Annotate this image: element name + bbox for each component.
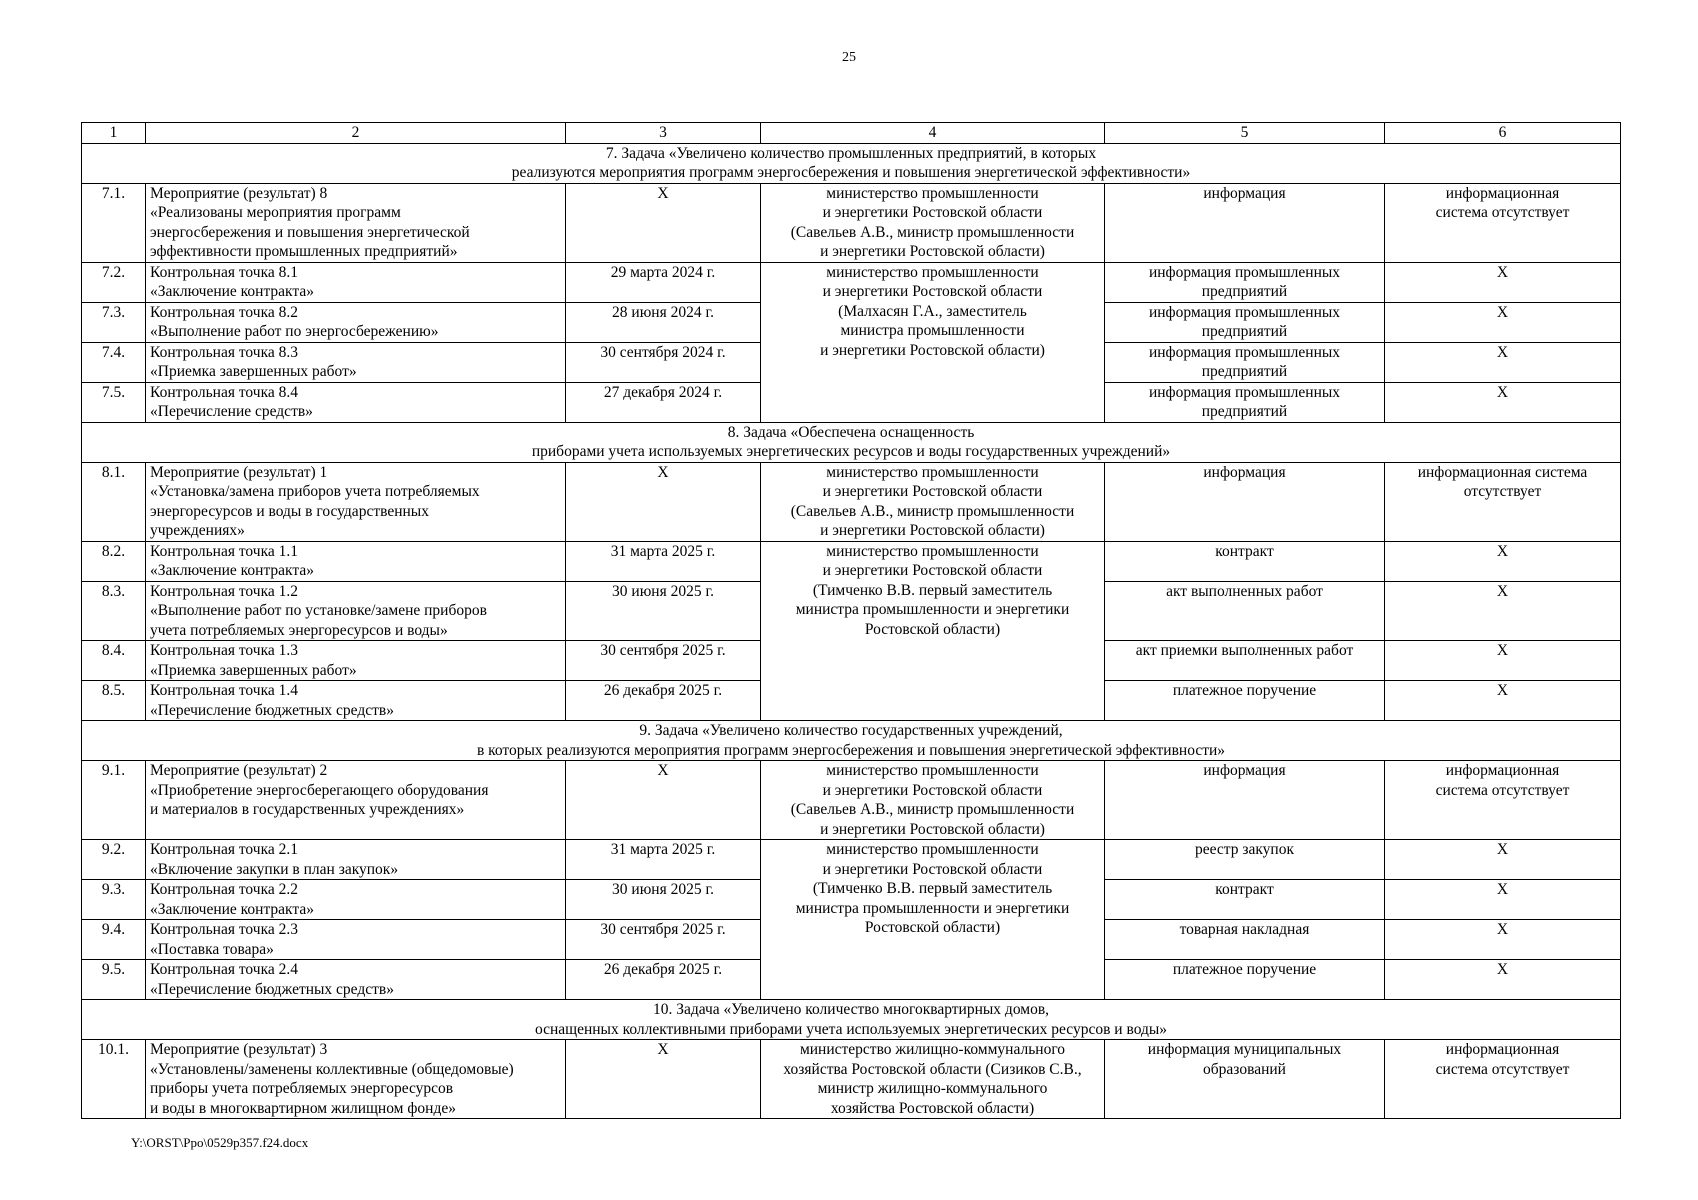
task-row [82, 721, 1621, 761]
row-name-line: «Установлены/заменены коллективные (общедомовые) [150, 1060, 514, 1078]
row-document [1105, 262, 1385, 302]
row-responsible-line: и энергетики Ростовской области [822, 860, 1043, 878]
task-row [82, 422, 1621, 462]
row-info-system-line: система отсутствует [1435, 781, 1570, 799]
row-document-line: контракт [1215, 881, 1274, 898]
row-responsible-line: и энергетики Ростовской области [822, 204, 1043, 221]
row-responsible-line: хозяйства Ростовской области) [830, 1099, 1035, 1117]
row-info-system: X [1385, 880, 1621, 920]
row-date: X [566, 462, 761, 541]
row-info-system-line: информационная [1445, 762, 1560, 779]
row-info-system: X [1385, 840, 1621, 880]
row-name-line: «Установка/замена приборов учета потребляемых [150, 483, 480, 500]
row-name-line: «Перечисление бюджетных средств» [150, 980, 394, 998]
row-name-line: приборы учета потребляемых энергоресурсов [150, 1080, 454, 1097]
row-info-system [1385, 183, 1621, 262]
row-name-line: Контрольная точка 2.3 [150, 921, 298, 938]
row-document-line: информация промышленных [1148, 383, 1341, 401]
row-responsible-line: министерство промышленности [826, 542, 1039, 560]
row-responsible-line: министерство промышленности [826, 463, 1039, 481]
row-name [146, 462, 566, 541]
row-name-line: «Поставка товара» [150, 940, 274, 958]
task-title-line: 9. Задача «Увеличено количество государственных учреждений, [639, 722, 1063, 739]
row-info-system-line: информационная [1445, 1041, 1560, 1058]
row-info-system: X [1385, 960, 1621, 1000]
row-name-line: Контрольная точка 8.3 [150, 343, 298, 361]
plan-table [81, 122, 1621, 1119]
task-title [82, 721, 1621, 761]
row-date: 30 июня 2025 г. [566, 581, 761, 641]
row-document [1105, 641, 1385, 681]
row-responsible [761, 462, 1105, 541]
row-info-system: X [1385, 681, 1621, 721]
row-responsible-line: министра промышленности и энергетики [795, 899, 1070, 917]
row-info-system [1385, 1040, 1621, 1119]
row-document-line: контракт [1215, 542, 1274, 560]
task-title-line: оснащенных коллективными приборами учета используемых энергетических ресурсов и воды» [534, 1020, 1168, 1038]
row-responsible-line: министерство промышленности [826, 762, 1039, 779]
task-title-line: приборами учета используемых энергетических ресурсов и воды государственных учреждений» [531, 443, 1171, 460]
table-row [82, 541, 1621, 581]
row-name [146, 880, 566, 920]
row-name [146, 840, 566, 880]
row-name-line: и материалов в государственных учреждениях» [150, 801, 465, 818]
row-name-line: Контрольная точка 1.1 [150, 542, 298, 560]
row-name-line: Мероприятие (результат) 3 [150, 1041, 328, 1058]
row-name [146, 183, 566, 262]
row-number: 9.3. [82, 880, 146, 920]
row-date: 30 сентября 2025 г. [566, 641, 761, 681]
row-name-line: «Заключение контракта» [150, 900, 314, 918]
row-name-line: Контрольная точка 8.4 [150, 383, 298, 401]
row-name-line: «Заключение контракта» [150, 562, 314, 579]
task-title [82, 143, 1621, 183]
row-document [1105, 920, 1385, 960]
row-document-line: информация [1203, 762, 1286, 779]
column-number: 6 [1385, 123, 1621, 144]
row-date: X [566, 761, 761, 840]
row-name-line: «Выполнение работ по энергосбережению» [150, 323, 439, 340]
row-date: 27 декабря 2024 г. [566, 382, 761, 422]
task-row [82, 1000, 1621, 1040]
row-name-line: Мероприятие (результат) 8 [150, 184, 328, 202]
row-info-system: X [1385, 342, 1621, 382]
row-name-line: «Приобретение энергосберегающего оборудования [150, 781, 489, 799]
row-document-line: реестр закупок [1194, 841, 1294, 858]
row-responsible-line: министерство промышленности [826, 263, 1039, 281]
row-info-system [1385, 462, 1621, 541]
row-responsible-line: и энергетики Ростовской области [822, 562, 1043, 579]
row-name-line: «Выполнение работ по установке/замене приборов [150, 602, 487, 619]
row-name-line: Контрольная точка 2.1 [150, 841, 298, 858]
row-date: 30 июня 2025 г. [566, 880, 761, 920]
row-document-line: товарная накладная [1179, 921, 1310, 938]
row-number: 8.1. [82, 462, 146, 541]
table-row [82, 262, 1621, 302]
row-number: 9.5. [82, 960, 146, 1000]
row-document [1105, 382, 1385, 422]
row-name [146, 382, 566, 422]
table-row [82, 840, 1621, 880]
row-responsible-line: министерство промышленности [826, 184, 1039, 202]
row-responsible [761, 840, 1105, 1000]
row-number: 8.3. [82, 581, 146, 641]
row-info-system: X [1385, 641, 1621, 681]
row-responsible-line: и энергетики Ростовской области [822, 483, 1043, 500]
row-name-line: «Реализованы мероприятия программ [150, 204, 401, 221]
row-name-line: Контрольная точка 1.2 [150, 582, 298, 600]
row-responsible [761, 183, 1105, 262]
row-responsible-line: и энергетики Ростовской области) [820, 820, 1045, 838]
row-responsible-line: (Савельев А.В., министр промышленности [790, 223, 1075, 241]
row-number: 8.4. [82, 641, 146, 681]
row-date: 26 декабря 2025 г. [566, 681, 761, 721]
row-name-line: Мероприятие (результат) 2 [150, 762, 328, 779]
row-name-line: Контрольная точка 2.2 [150, 881, 298, 898]
row-document-line: акт выполненных работ [1166, 582, 1323, 600]
row-name [146, 681, 566, 721]
row-document [1105, 302, 1385, 342]
row-number: 7.1. [82, 183, 146, 262]
row-document [1105, 681, 1385, 721]
row-info-system-line: информационная система [1417, 463, 1588, 481]
row-document-line: предприятий [1201, 363, 1288, 380]
row-responsible-line: министра промышленности [840, 322, 1025, 339]
column-number: 3 [566, 123, 761, 144]
row-name-line: «Приемка завершенных работ» [150, 661, 357, 679]
row-date: 31 марта 2025 г. [566, 840, 761, 880]
file-path-footer: Y:\ORST\Ppo\0529p357.f24.docx [131, 1135, 309, 1150]
row-name [146, 641, 566, 681]
row-document [1105, 880, 1385, 920]
table-row [82, 1040, 1621, 1119]
row-document [1105, 541, 1385, 581]
row-document [1105, 761, 1385, 840]
row-name-line: Контрольная точка 1.4 [150, 682, 298, 699]
row-name [146, 342, 566, 382]
row-responsible-line: и энергетики Ростовской области) [820, 341, 1045, 359]
row-date: 30 сентября 2024 г. [566, 342, 761, 382]
row-name [146, 960, 566, 1000]
task-title-line: реализуются мероприятия программ энергосбережения и повышения энергетической эффективности» [511, 164, 1191, 181]
row-number: 7.2. [82, 262, 146, 302]
row-name-line: эффективности промышленных предприятий» [150, 243, 458, 260]
row-name-line: учета потребляемых энергоресурсов и воды» [150, 621, 448, 639]
row-info-system [1385, 761, 1621, 840]
row-info-system-line: информационная [1445, 184, 1560, 202]
row-responsible-line: (Тимченко В.В. первый заместитель [812, 581, 1053, 599]
row-number: 7.3. [82, 302, 146, 342]
column-number: 5 [1105, 123, 1385, 144]
row-document [1105, 581, 1385, 641]
row-document-line: информация муниципальных [1147, 1041, 1342, 1058]
row-name [146, 541, 566, 581]
page-number: 25 [842, 50, 856, 65]
row-document-line: платежное поручение [1172, 961, 1317, 978]
task-title-line: 7. Задача «Увеличено количество промышленных предприятий, в которых [605, 144, 1097, 162]
task-title-line: 8. Задача «Обеспечена оснащенность [727, 423, 975, 441]
row-info-system-line: отсутствует [1463, 483, 1542, 500]
row-document [1105, 183, 1385, 262]
row-number: 9.2. [82, 840, 146, 880]
row-responsible-line: и энергетики Ростовской области [822, 781, 1043, 799]
row-name-line: и воды в многоквартирном жилищном фонде» [150, 1099, 456, 1117]
row-name-line: Контрольная точка 1.3 [150, 642, 298, 659]
row-date: X [566, 183, 761, 262]
row-document [1105, 1040, 1385, 1119]
row-responsible-line: и энергетики Ростовской области [822, 283, 1043, 300]
row-document-line: предприятий [1201, 403, 1288, 420]
row-info-system: X [1385, 581, 1621, 641]
row-number: 9.1. [82, 761, 146, 840]
row-info-system: X [1385, 920, 1621, 960]
row-name-line: Мероприятие (результат) 1 [150, 463, 328, 481]
row-date: X [566, 1040, 761, 1119]
row-document-line: информация промышленных [1148, 343, 1341, 361]
row-name-line: «Перечисление средств» [150, 403, 313, 420]
row-name [146, 262, 566, 302]
row-info-system: X [1385, 262, 1621, 302]
row-responsible-line: (Тимченко В.В. первый заместитель [812, 880, 1053, 897]
row-date: 29 марта 2024 г. [566, 262, 761, 302]
row-document [1105, 342, 1385, 382]
row-name-line: «Перечисление бюджетных средств» [150, 701, 394, 719]
row-name [146, 920, 566, 960]
task-title-line: 10. Задача «Увеличено количество многоквартирных домов, [652, 1001, 1050, 1018]
row-number: 7.5. [82, 382, 146, 422]
row-responsible-line: хозяйства Ростовской области (Сизиков С.В., [783, 1060, 1082, 1078]
row-responsible-line: Ростовской области) [864, 919, 1001, 936]
row-document-line: информация промышленных [1148, 263, 1341, 281]
task-title [82, 422, 1621, 462]
table-row [82, 761, 1621, 840]
row-responsible-line: министра промышленности и энергетики [795, 601, 1070, 618]
column-number-row [82, 123, 1621, 144]
row-info-system: X [1385, 382, 1621, 422]
row-number: 9.4. [82, 920, 146, 960]
row-responsible [761, 541, 1105, 721]
table-row [82, 462, 1621, 541]
row-name-line: энергоресурсов и воды в государственных [150, 502, 429, 520]
task-title [82, 1000, 1621, 1040]
column-number: 1 [82, 123, 146, 144]
task-row [82, 143, 1621, 183]
row-responsible [761, 761, 1105, 840]
row-document-line: информация [1203, 463, 1286, 481]
row-responsible-line: (Савельев А.В., министр промышленности [790, 801, 1075, 818]
row-info-system: X [1385, 541, 1621, 581]
row-date: 31 марта 2025 г. [566, 541, 761, 581]
row-name-line: учреждениях» [150, 522, 245, 539]
row-name-line: Контрольная точка 8.1 [150, 263, 298, 281]
row-name-line: «Приемка завершенных работ» [150, 363, 357, 380]
row-document [1105, 960, 1385, 1000]
row-responsible-line: и энергетики Ростовской области) [820, 243, 1045, 260]
task-title-line: в которых реализуются мероприятия программ энергосбережения и повышения энергетической эффективности» [476, 741, 1226, 759]
row-responsible [761, 1040, 1105, 1119]
row-name [146, 1040, 566, 1119]
row-responsible-line: министерство промышленности [826, 841, 1039, 858]
row-date: 26 декабря 2025 г. [566, 960, 761, 1000]
row-info-system-line: система отсутствует [1435, 1060, 1570, 1078]
row-name [146, 761, 566, 840]
row-responsible-line: Ростовской области) [864, 620, 1001, 638]
row-date: 30 сентября 2025 г. [566, 920, 761, 960]
row-document-line: предприятий [1201, 283, 1288, 300]
column-number: 2 [146, 123, 566, 144]
row-number: 8.5. [82, 681, 146, 721]
row-document-line: платежное поручение [1172, 682, 1317, 699]
row-responsible-line: министр жилищно-коммунального [817, 1080, 1048, 1097]
row-name-line: Контрольная точка 8.2 [150, 303, 298, 321]
row-responsible-line: министерство жилищно-коммунального [799, 1041, 1066, 1058]
row-number: 8.2. [82, 541, 146, 581]
column-number: 4 [761, 123, 1105, 144]
row-name-line: «Включение закупки в план закупок» [150, 860, 399, 878]
row-document-line: акт приемки выполненных работ [1135, 642, 1354, 659]
row-number: 10.1. [82, 1040, 146, 1119]
row-document [1105, 840, 1385, 880]
row-date: 28 июня 2024 г. [566, 302, 761, 342]
row-document-line: образований [1203, 1060, 1286, 1078]
row-number: 7.4. [82, 342, 146, 382]
row-info-system-line: система отсутствует [1435, 204, 1570, 221]
row-name-line: Контрольная точка 2.4 [150, 961, 298, 978]
row-name [146, 581, 566, 641]
row-responsible-line: (Савельев А.В., министр промышленности [790, 502, 1075, 520]
table-row [82, 183, 1621, 262]
row-responsible-line: и энергетики Ростовской области) [820, 522, 1045, 539]
row-responsible-line: (Малхасян Г.А., заместитель [838, 302, 1027, 320]
row-document-line: информация [1203, 184, 1286, 202]
row-document-line: информация промышленных [1148, 303, 1341, 321]
row-name-line: «Заключение контракта» [150, 283, 314, 300]
row-name-line: энергосбережения и повышения энергетической [150, 223, 470, 241]
row-document [1105, 462, 1385, 541]
row-name [146, 302, 566, 342]
row-document-line: предприятий [1201, 323, 1288, 340]
row-info-system: X [1385, 302, 1621, 342]
row-responsible [761, 262, 1105, 422]
